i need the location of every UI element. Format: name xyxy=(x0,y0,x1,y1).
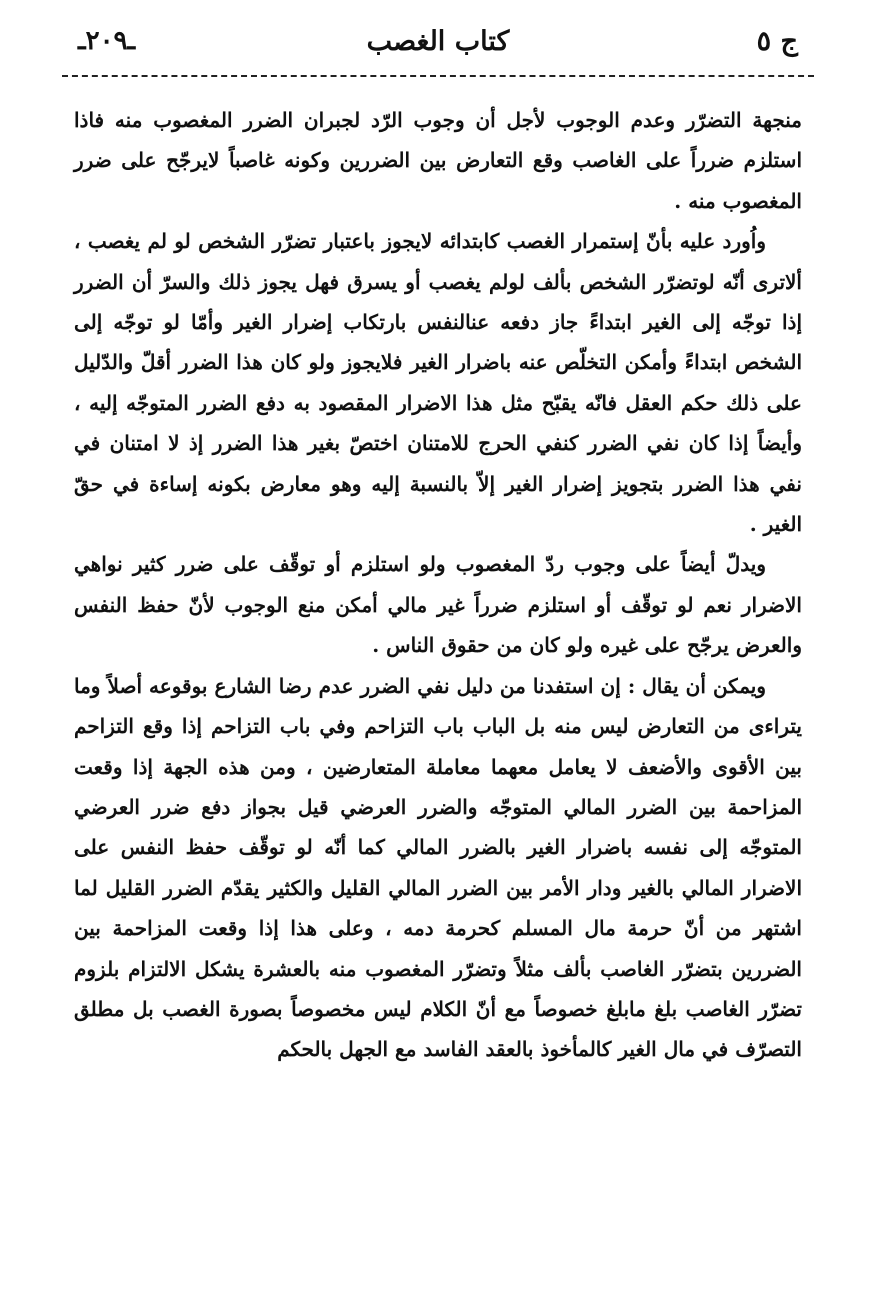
page-number: ـ٢٠٩ـ xyxy=(78,26,136,56)
header-divider xyxy=(62,75,814,77)
volume-number: ج ٥ xyxy=(756,26,798,57)
paragraph: ويدلّ أيضاً على وجوب ردّ المغصوب ولو استلزم أو توقّف على ضرر كثير نواهي الاضرار نعم لو توقّف أو استلزم ضرراً غير مالي أمكن منع الوجوب لأنّ حفظ النفس والعرض يرجّح على غيره ولو كان من حقوق الناس . xyxy=(74,552,802,658)
paragraph: ويمكن أن يقال : إن استفدنا من دليل نفي الضرر عدم رضا الشارع بوقوعه أصلاً وما يتراءى من التعارض ليس منه بل الباب باب التزاحم وفي باب التزاحم إذا وقع التزاحم بين الأقوى والأضعف لا يعامل معهما معاملة المتعارضين ، ومن هذه الجهة إذا وقعت المزاحمة بين الضرر المالي المتوجّه والضرر العرضي قيل بجواز دفع ضرر العرضي المتوجّه إلى نفسه باضرار الغير بالضرر المالي كما أنّه لو توقّف حفظ النفس على الاضرار المالي بالغير ودار الأمر بين الضرر المالي القليل والكثير يقدّم الضرر القليل لما اشتهر من أنّ حرمة مال المسلم كحرمة دمه ، وعلى هذا إذا وقعت المزاحمة بين الضررين بتضرّر الغاصب بألف مثلاً وتضرّر المغصوب منه بالعشرة يشكل الالتزام بلزوم تضرّر الغاصب بلغ مابلغ خصوصاً مع أنّ الكلام ليس مخصوصاً بصورة الغصب بل مطلق التصرّف في مال الغير كالمأخوذ بالعقد الفاسد مع الجهل بالحكم xyxy=(74,673,802,1062)
paragraph: واُورد عليه بأنّ إستمرار الغصب كابتدائه لايجوز باعتبار تضرّر الشخص لو لم يغصب ، ألاترى أنّه لوتضرّر الشخص بألف لولم يغصب أو يسرق فهل يجوز ذلك والسرّ أن الضرر إذا توجّه إلى الغير ابتداءً جاز دفعه عنالنفس بارتكاب إضرار الغير وأمّا لو توجّه إلى الشخص ابتداءً وأمكن التخلّص عنه باضرار الغير فلايجوز ولو كان هذا الضرر أقلّ والدّليل على ذلك حكم العقل فانّه يقبّح مثل هذا الاضرار المقصود به دفع الضرر المتوجّه إليه ، وأيضاً إذا كان نفي الضرر كنفي الحرج للامتنان اختصّ بغير هذا الضرر إذ لا امتنان في نفي هذا الضرر بتجويز إضرار الغير إلاّ بالنسبة إليه وهو معارض بكونه إساءة في حقّ الغير . xyxy=(74,229,803,537)
paragraph: منجهة التضرّر وعدم الوجوب لأجل أن وجوب الرّد لجبران الضرر المغصوب منه فاذا استلزم ضرراً على الغاصب وقع التعارض بين الضررين وكونه غاصباً لايرجّح على ضرر المغصوب منه . xyxy=(74,108,802,213)
book-title: كتاب الغصب xyxy=(366,26,510,57)
main-text xyxy=(74,100,802,1070)
running-header xyxy=(78,26,798,66)
